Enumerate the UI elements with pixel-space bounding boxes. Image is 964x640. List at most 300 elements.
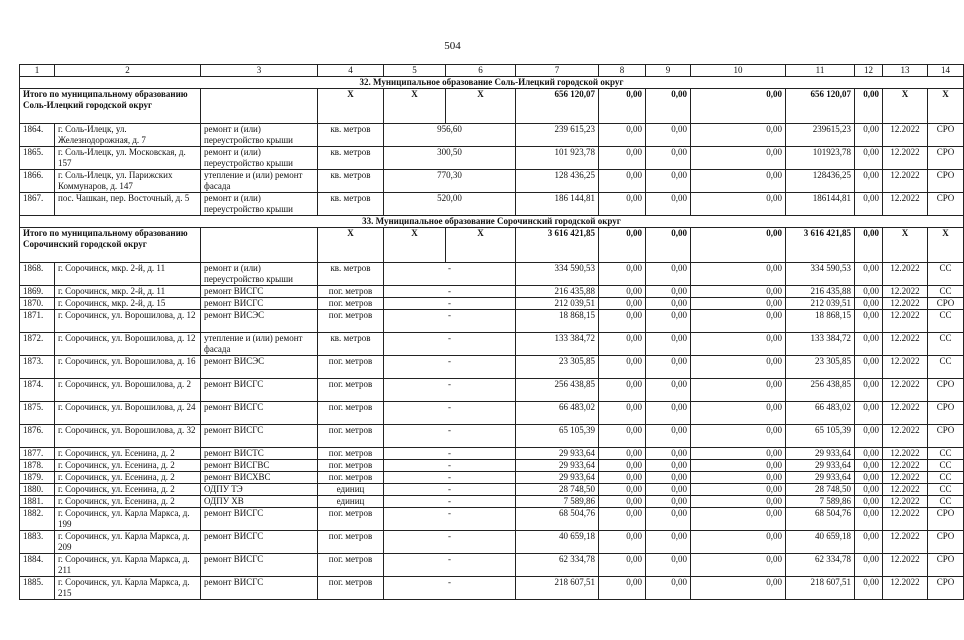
row-quantity: 956,60: [384, 124, 516, 147]
total-c5: X: [384, 89, 446, 124]
table-row: [20, 379, 964, 402]
row-quantity: -: [384, 263, 516, 286]
row-c13: 12.2022: [883, 170, 928, 193]
row-number: 1885.: [20, 577, 55, 600]
row-c11: 133 384,72: [786, 333, 855, 356]
row-number: 1884.: [20, 554, 55, 577]
row-quantity: 300,50: [384, 147, 516, 170]
row-address: г. Сорочинск, ул. Карла Маркса, д. 215: [55, 577, 201, 600]
row-unit: пог. метров: [318, 379, 384, 402]
table-row: [20, 460, 964, 472]
row-c14: СРО: [928, 425, 964, 448]
section-total-row: [20, 89, 964, 124]
page-number: 504: [444, 40, 461, 52]
row-address: г. Сорочинск, ул. Есенина, д. 2: [55, 460, 201, 472]
row-c9: 0,00: [646, 263, 691, 286]
row-c7: 334 590,53: [516, 263, 599, 286]
table-row: [20, 531, 964, 554]
row-c7: 65 105,39: [516, 425, 599, 448]
row-unit: пог. метров: [318, 460, 384, 472]
row-address: г. Сорочинск, ул. Ворошилова, д. 12: [55, 310, 201, 333]
row-address: г. Сорочинск, мкр. 2-й, д. 11: [55, 286, 201, 298]
row-number: 1879.: [20, 472, 55, 484]
row-c9: 0,00: [646, 484, 691, 496]
row-address: г. Сорочинск, ул. Ворошилова, д. 24: [55, 402, 201, 425]
row-work-type: ремонт ВИСГС: [201, 554, 318, 577]
row-c8: 0,00: [599, 379, 646, 402]
row-c12: 0,00: [855, 379, 883, 402]
row-c9: 0,00: [646, 379, 691, 402]
total-c13: X: [883, 228, 928, 263]
row-c12: 0,00: [855, 193, 883, 216]
row-address: г. Сорочинск, ул. Карла Маркса, д. 211: [55, 554, 201, 577]
row-c14: СС: [928, 484, 964, 496]
row-c14: СС: [928, 286, 964, 298]
row-c7: 62 334,78: [516, 554, 599, 577]
total-c7: 656 120,07: [516, 89, 599, 124]
row-c8: 0,00: [599, 310, 646, 333]
row-c7: 28 748,50: [516, 484, 599, 496]
row-unit: кв. метров: [318, 147, 384, 170]
total-c13: X: [883, 89, 928, 124]
column-number-12: 12: [855, 65, 883, 77]
row-c9: 0,00: [646, 310, 691, 333]
total-blank-cell: [201, 89, 318, 124]
column-number-8: 8: [599, 65, 646, 77]
row-c9: 0,00: [646, 496, 691, 508]
row-c7: 23 305,85: [516, 356, 599, 379]
row-c12: 0,00: [855, 496, 883, 508]
table-row: [20, 448, 964, 460]
table-row: [20, 425, 964, 448]
column-number-3: 3: [201, 65, 318, 77]
row-unit: кв. метров: [318, 263, 384, 286]
row-unit: пог. метров: [318, 448, 384, 460]
row-c13: 12.2022: [883, 531, 928, 554]
row-quantity: -: [384, 577, 516, 600]
row-c7: 29 933,64: [516, 472, 599, 484]
row-c8: 0,00: [599, 147, 646, 170]
row-work-type: ремонт ВИСГС: [201, 402, 318, 425]
row-c9: 0,00: [646, 298, 691, 310]
total-c6: X: [446, 228, 516, 263]
row-number: 1870.: [20, 298, 55, 310]
row-c10: 0,00: [691, 472, 786, 484]
total-c4: X: [318, 89, 384, 124]
total-c10: 0,00: [691, 89, 786, 124]
row-number: 1880.: [20, 484, 55, 496]
row-work-type: ремонт ВИСГС: [201, 508, 318, 531]
row-unit: пог. метров: [318, 472, 384, 484]
row-c13: 12.2022: [883, 379, 928, 402]
row-c8: 0,00: [599, 472, 646, 484]
row-c8: 0,00: [599, 577, 646, 600]
row-c10: 0,00: [691, 531, 786, 554]
row-c12: 0,00: [855, 448, 883, 460]
row-c9: 0,00: [646, 124, 691, 147]
row-work-type: ремонт ВИСЭС: [201, 310, 318, 333]
row-c9: 0,00: [646, 448, 691, 460]
row-address: г. Сорочинск, ул. Ворошилова, д. 32: [55, 425, 201, 448]
row-c8: 0,00: [599, 425, 646, 448]
row-c11: 7 589,86: [786, 496, 855, 508]
row-c7: 7 589,86: [516, 496, 599, 508]
table-row: [20, 554, 964, 577]
row-c8: 0,00: [599, 531, 646, 554]
total-c6: X: [446, 89, 516, 124]
table-row: [20, 484, 964, 496]
row-c14: СРО: [928, 379, 964, 402]
row-c11: 218 607,51: [786, 577, 855, 600]
row-c7: 29 933,64: [516, 448, 599, 460]
row-address: г. Сорочинск, ул. Ворошилова, д. 16: [55, 356, 201, 379]
table-row: [20, 193, 964, 216]
row-work-type: ОДПУ ХВ: [201, 496, 318, 508]
total-c14: X: [928, 89, 964, 124]
row-c12: 0,00: [855, 472, 883, 484]
row-c7: 212 039,51: [516, 298, 599, 310]
row-work-type: ремонт и (или) переустройство крыши: [201, 147, 318, 170]
row-c12: 0,00: [855, 508, 883, 531]
row-c10: 0,00: [691, 124, 786, 147]
row-number: 1865.: [20, 147, 55, 170]
row-quantity: -: [384, 425, 516, 448]
row-c7: 186 144,81: [516, 193, 599, 216]
row-c14: СС: [928, 472, 964, 484]
row-c8: 0,00: [599, 508, 646, 531]
row-unit: пог. метров: [318, 356, 384, 379]
row-c12: 0,00: [855, 170, 883, 193]
row-address: г. Соль-Илецк, ул. Железнодорожная, д. 7: [55, 124, 201, 147]
row-work-type: ремонт ВИСГС: [201, 531, 318, 554]
row-c13: 12.2022: [883, 472, 928, 484]
column-number-11: 11: [786, 65, 855, 77]
total-c12: 0,00: [855, 228, 883, 263]
row-c9: 0,00: [646, 577, 691, 600]
row-c8: 0,00: [599, 298, 646, 310]
row-c9: 0,00: [646, 356, 691, 379]
row-c11: 29 933,64: [786, 460, 855, 472]
row-c13: 12.2022: [883, 402, 928, 425]
row-c14: СС: [928, 333, 964, 356]
column-number-2: 2: [55, 65, 201, 77]
row-quantity: -: [384, 508, 516, 531]
row-c12: 0,00: [855, 531, 883, 554]
row-c14: СС: [928, 263, 964, 286]
row-c7: 128 436,25: [516, 170, 599, 193]
row-c10: 0,00: [691, 193, 786, 216]
row-address: г. Сорочинск, ул. Ворошилова, д. 12: [55, 333, 201, 356]
row-work-type: ремонт ВИСГС: [201, 379, 318, 402]
row-c7: 256 438,85: [516, 379, 599, 402]
row-c10: 0,00: [691, 484, 786, 496]
total-c11: 3 616 421,85: [786, 228, 855, 263]
row-c13: 12.2022: [883, 577, 928, 600]
row-c9: 0,00: [646, 170, 691, 193]
column-number-7: 7: [516, 65, 599, 77]
row-c14: СРО: [928, 554, 964, 577]
row-c14: СРО: [928, 170, 964, 193]
row-c13: 12.2022: [883, 333, 928, 356]
row-address: г. Соль-Илецк, ул. Московская, д. 157: [55, 147, 201, 170]
row-unit: пог. метров: [318, 508, 384, 531]
row-c11: 29 933,64: [786, 448, 855, 460]
row-c7: 29 933,64: [516, 460, 599, 472]
row-unit: пог. метров: [318, 425, 384, 448]
row-c11: 23 305,85: [786, 356, 855, 379]
row-work-type: утепление и (или) ремонт фасада: [201, 170, 318, 193]
row-c10: 0,00: [691, 298, 786, 310]
total-blank-cell: [201, 228, 318, 263]
row-c14: СС: [928, 460, 964, 472]
row-address: г. Сорочинск, ул. Есенина, д. 2: [55, 472, 201, 484]
row-work-type: ремонт ВИСТС: [201, 448, 318, 460]
row-unit: пог. метров: [318, 531, 384, 554]
row-quantity: -: [384, 310, 516, 333]
row-quantity: -: [384, 333, 516, 356]
row-c13: 12.2022: [883, 286, 928, 298]
row-quantity: -: [384, 460, 516, 472]
row-c8: 0,00: [599, 263, 646, 286]
total-c4: X: [318, 228, 384, 263]
row-c10: 0,00: [691, 402, 786, 425]
row-c14: СРО: [928, 402, 964, 425]
row-unit: пог. метров: [318, 310, 384, 333]
row-c8: 0,00: [599, 484, 646, 496]
row-c13: 12.2022: [883, 356, 928, 379]
section-total-row: [20, 228, 964, 263]
row-address: г. Сорочинск, мкр. 2-й, д. 15: [55, 298, 201, 310]
row-number: 1873.: [20, 356, 55, 379]
row-address: г. Соль-Илецк, ул. Парижских Коммунаров, д. 147: [55, 170, 201, 193]
row-c7: 216 435,88: [516, 286, 599, 298]
row-c13: 12.2022: [883, 298, 928, 310]
total-c7: 3 616 421,85: [516, 228, 599, 263]
row-unit: кв. метров: [318, 170, 384, 193]
row-c7: 66 483,02: [516, 402, 599, 425]
row-c14: СРО: [928, 531, 964, 554]
row-c11: 66 483,02: [786, 402, 855, 425]
row-number: 1876.: [20, 425, 55, 448]
row-work-type: ремонт ВИСЭС: [201, 356, 318, 379]
row-work-type: ремонт ВИСГС: [201, 425, 318, 448]
section-title-row: [20, 216, 964, 228]
table-row: [20, 577, 964, 600]
row-c7: 40 659,18: [516, 531, 599, 554]
row-c8: 0,00: [599, 124, 646, 147]
row-c7: 101 923,78: [516, 147, 599, 170]
row-number: 1868.: [20, 263, 55, 286]
row-c13: 12.2022: [883, 554, 928, 577]
row-c9: 0,00: [646, 531, 691, 554]
row-quantity: -: [384, 379, 516, 402]
table-row: [20, 472, 964, 484]
row-work-type: ремонт ВИСХВС: [201, 472, 318, 484]
row-c8: 0,00: [599, 496, 646, 508]
row-c9: 0,00: [646, 286, 691, 298]
table-row: [20, 356, 964, 379]
row-c13: 12.2022: [883, 124, 928, 147]
row-c12: 0,00: [855, 124, 883, 147]
row-c13: 12.2022: [883, 508, 928, 531]
row-work-type: ремонт ВИСГС: [201, 577, 318, 600]
row-c10: 0,00: [691, 425, 786, 448]
total-c11: 656 120,07: [786, 89, 855, 124]
row-c8: 0,00: [599, 356, 646, 379]
row-number: 1864.: [20, 124, 55, 147]
row-unit: пог. метров: [318, 402, 384, 425]
column-number-14: 14: [928, 65, 964, 77]
column-number-4: 4: [318, 65, 384, 77]
row-c11: 40 659,18: [786, 531, 855, 554]
row-quantity: -: [384, 402, 516, 425]
row-c12: 0,00: [855, 263, 883, 286]
row-unit: пог. метров: [318, 286, 384, 298]
row-c10: 0,00: [691, 554, 786, 577]
row-c14: СС: [928, 496, 964, 508]
column-number-1: 1: [20, 65, 55, 77]
row-number: 1869.: [20, 286, 55, 298]
row-quantity: 770,30: [384, 170, 516, 193]
row-number: 1877.: [20, 448, 55, 460]
row-c9: 0,00: [646, 425, 691, 448]
row-c10: 0,00: [691, 147, 786, 170]
row-c8: 0,00: [599, 402, 646, 425]
table-row: [20, 402, 964, 425]
row-number: 1878.: [20, 460, 55, 472]
total-c8: 0,00: [599, 89, 646, 124]
row-c10: 0,00: [691, 286, 786, 298]
row-address: г. Сорочинск, ул. Ворошилова, д. 2: [55, 379, 201, 402]
row-unit: единиц: [318, 484, 384, 496]
table-row: [20, 170, 964, 193]
row-c13: 12.2022: [883, 460, 928, 472]
total-label: Итого по муниципальному образованию Сорочинский городской округ: [20, 228, 201, 263]
row-unit: кв. метров: [318, 124, 384, 147]
row-work-type: ремонт ВИСГС: [201, 298, 318, 310]
row-c8: 0,00: [599, 193, 646, 216]
row-c14: СРО: [928, 124, 964, 147]
row-c13: 12.2022: [883, 448, 928, 460]
row-c12: 0,00: [855, 425, 883, 448]
row-c11: 28 748,50: [786, 484, 855, 496]
table-row: [20, 333, 964, 356]
row-c12: 0,00: [855, 460, 883, 472]
capital-repair-table: [19, 64, 964, 600]
row-c9: 0,00: [646, 402, 691, 425]
row-c13: 12.2022: [883, 263, 928, 286]
row-c11: 101923,78: [786, 147, 855, 170]
row-c14: СРО: [928, 298, 964, 310]
row-c14: СС: [928, 448, 964, 460]
row-c11: 128436,25: [786, 170, 855, 193]
row-c7: 218 607,51: [516, 577, 599, 600]
row-c11: 216 435,88: [786, 286, 855, 298]
row-c14: СРО: [928, 508, 964, 531]
row-c14: СС: [928, 356, 964, 379]
row-unit: кв. метров: [318, 193, 384, 216]
row-c9: 0,00: [646, 472, 691, 484]
row-address: г. Сорочинск, ул. Карла Маркса, д. 199: [55, 508, 201, 531]
row-c14: СРО: [928, 193, 964, 216]
table-row: [20, 508, 964, 531]
row-address: г. Сорочинск, ул. Есенина, д. 2: [55, 448, 201, 460]
row-c12: 0,00: [855, 298, 883, 310]
row-c10: 0,00: [691, 310, 786, 333]
row-unit: единиц: [318, 496, 384, 508]
row-c14: СРО: [928, 147, 964, 170]
total-c9: 0,00: [646, 228, 691, 263]
column-number-9: 9: [646, 65, 691, 77]
column-number-row: [20, 65, 964, 77]
row-c12: 0,00: [855, 554, 883, 577]
row-c11: 65 105,39: [786, 425, 855, 448]
row-c12: 0,00: [855, 577, 883, 600]
row-c10: 0,00: [691, 460, 786, 472]
row-c10: 0,00: [691, 356, 786, 379]
row-quantity: -: [384, 484, 516, 496]
row-quantity: -: [384, 356, 516, 379]
row-address: г. Сорочинск, ул. Есенина, д. 2: [55, 484, 201, 496]
row-quantity: -: [384, 554, 516, 577]
row-c8: 0,00: [599, 170, 646, 193]
row-c10: 0,00: [691, 508, 786, 531]
row-c10: 0,00: [691, 263, 786, 286]
row-unit: пог. метров: [318, 554, 384, 577]
row-c10: 0,00: [691, 379, 786, 402]
row-c12: 0,00: [855, 484, 883, 496]
row-c11: 18 868,15: [786, 310, 855, 333]
row-c13: 12.2022: [883, 484, 928, 496]
total-c14: X: [928, 228, 964, 263]
row-number: 1874.: [20, 379, 55, 402]
row-work-type: ремонт и (или) переустройство крыши: [201, 263, 318, 286]
row-c9: 0,00: [646, 554, 691, 577]
row-c8: 0,00: [599, 460, 646, 472]
row-work-type: утепление и (или) ремонт фасада: [201, 333, 318, 356]
row-work-type: ОДПУ ТЭ: [201, 484, 318, 496]
row-quantity: -: [384, 448, 516, 460]
total-c5: X: [384, 228, 446, 263]
column-number-5: 5: [384, 65, 446, 77]
row-c7: 18 868,15: [516, 310, 599, 333]
table-row: [20, 124, 964, 147]
row-c9: 0,00: [646, 333, 691, 356]
row-c12: 0,00: [855, 286, 883, 298]
row-c12: 0,00: [855, 333, 883, 356]
row-c7: 133 384,72: [516, 333, 599, 356]
row-number: 1867.: [20, 193, 55, 216]
row-c11: 256 438,85: [786, 379, 855, 402]
row-c14: СРО: [928, 577, 964, 600]
row-c9: 0,00: [646, 508, 691, 531]
row-c12: 0,00: [855, 356, 883, 379]
total-label: Итого по муниципальному образованию Соль-Илецкий городской округ: [20, 89, 201, 124]
row-c14: СС: [928, 310, 964, 333]
row-c12: 0,00: [855, 402, 883, 425]
row-quantity: -: [384, 298, 516, 310]
table-row: [20, 310, 964, 333]
row-c10: 0,00: [691, 333, 786, 356]
row-quantity: -: [384, 472, 516, 484]
row-c11: 334 590,53: [786, 263, 855, 286]
table-row: [20, 496, 964, 508]
row-c10: 0,00: [691, 448, 786, 460]
row-c11: 186144,81: [786, 193, 855, 216]
row-quantity: 520,00: [384, 193, 516, 216]
column-number-13: 13: [883, 65, 928, 77]
row-address: г. Сорочинск, мкр. 2-й, д. 11: [55, 263, 201, 286]
